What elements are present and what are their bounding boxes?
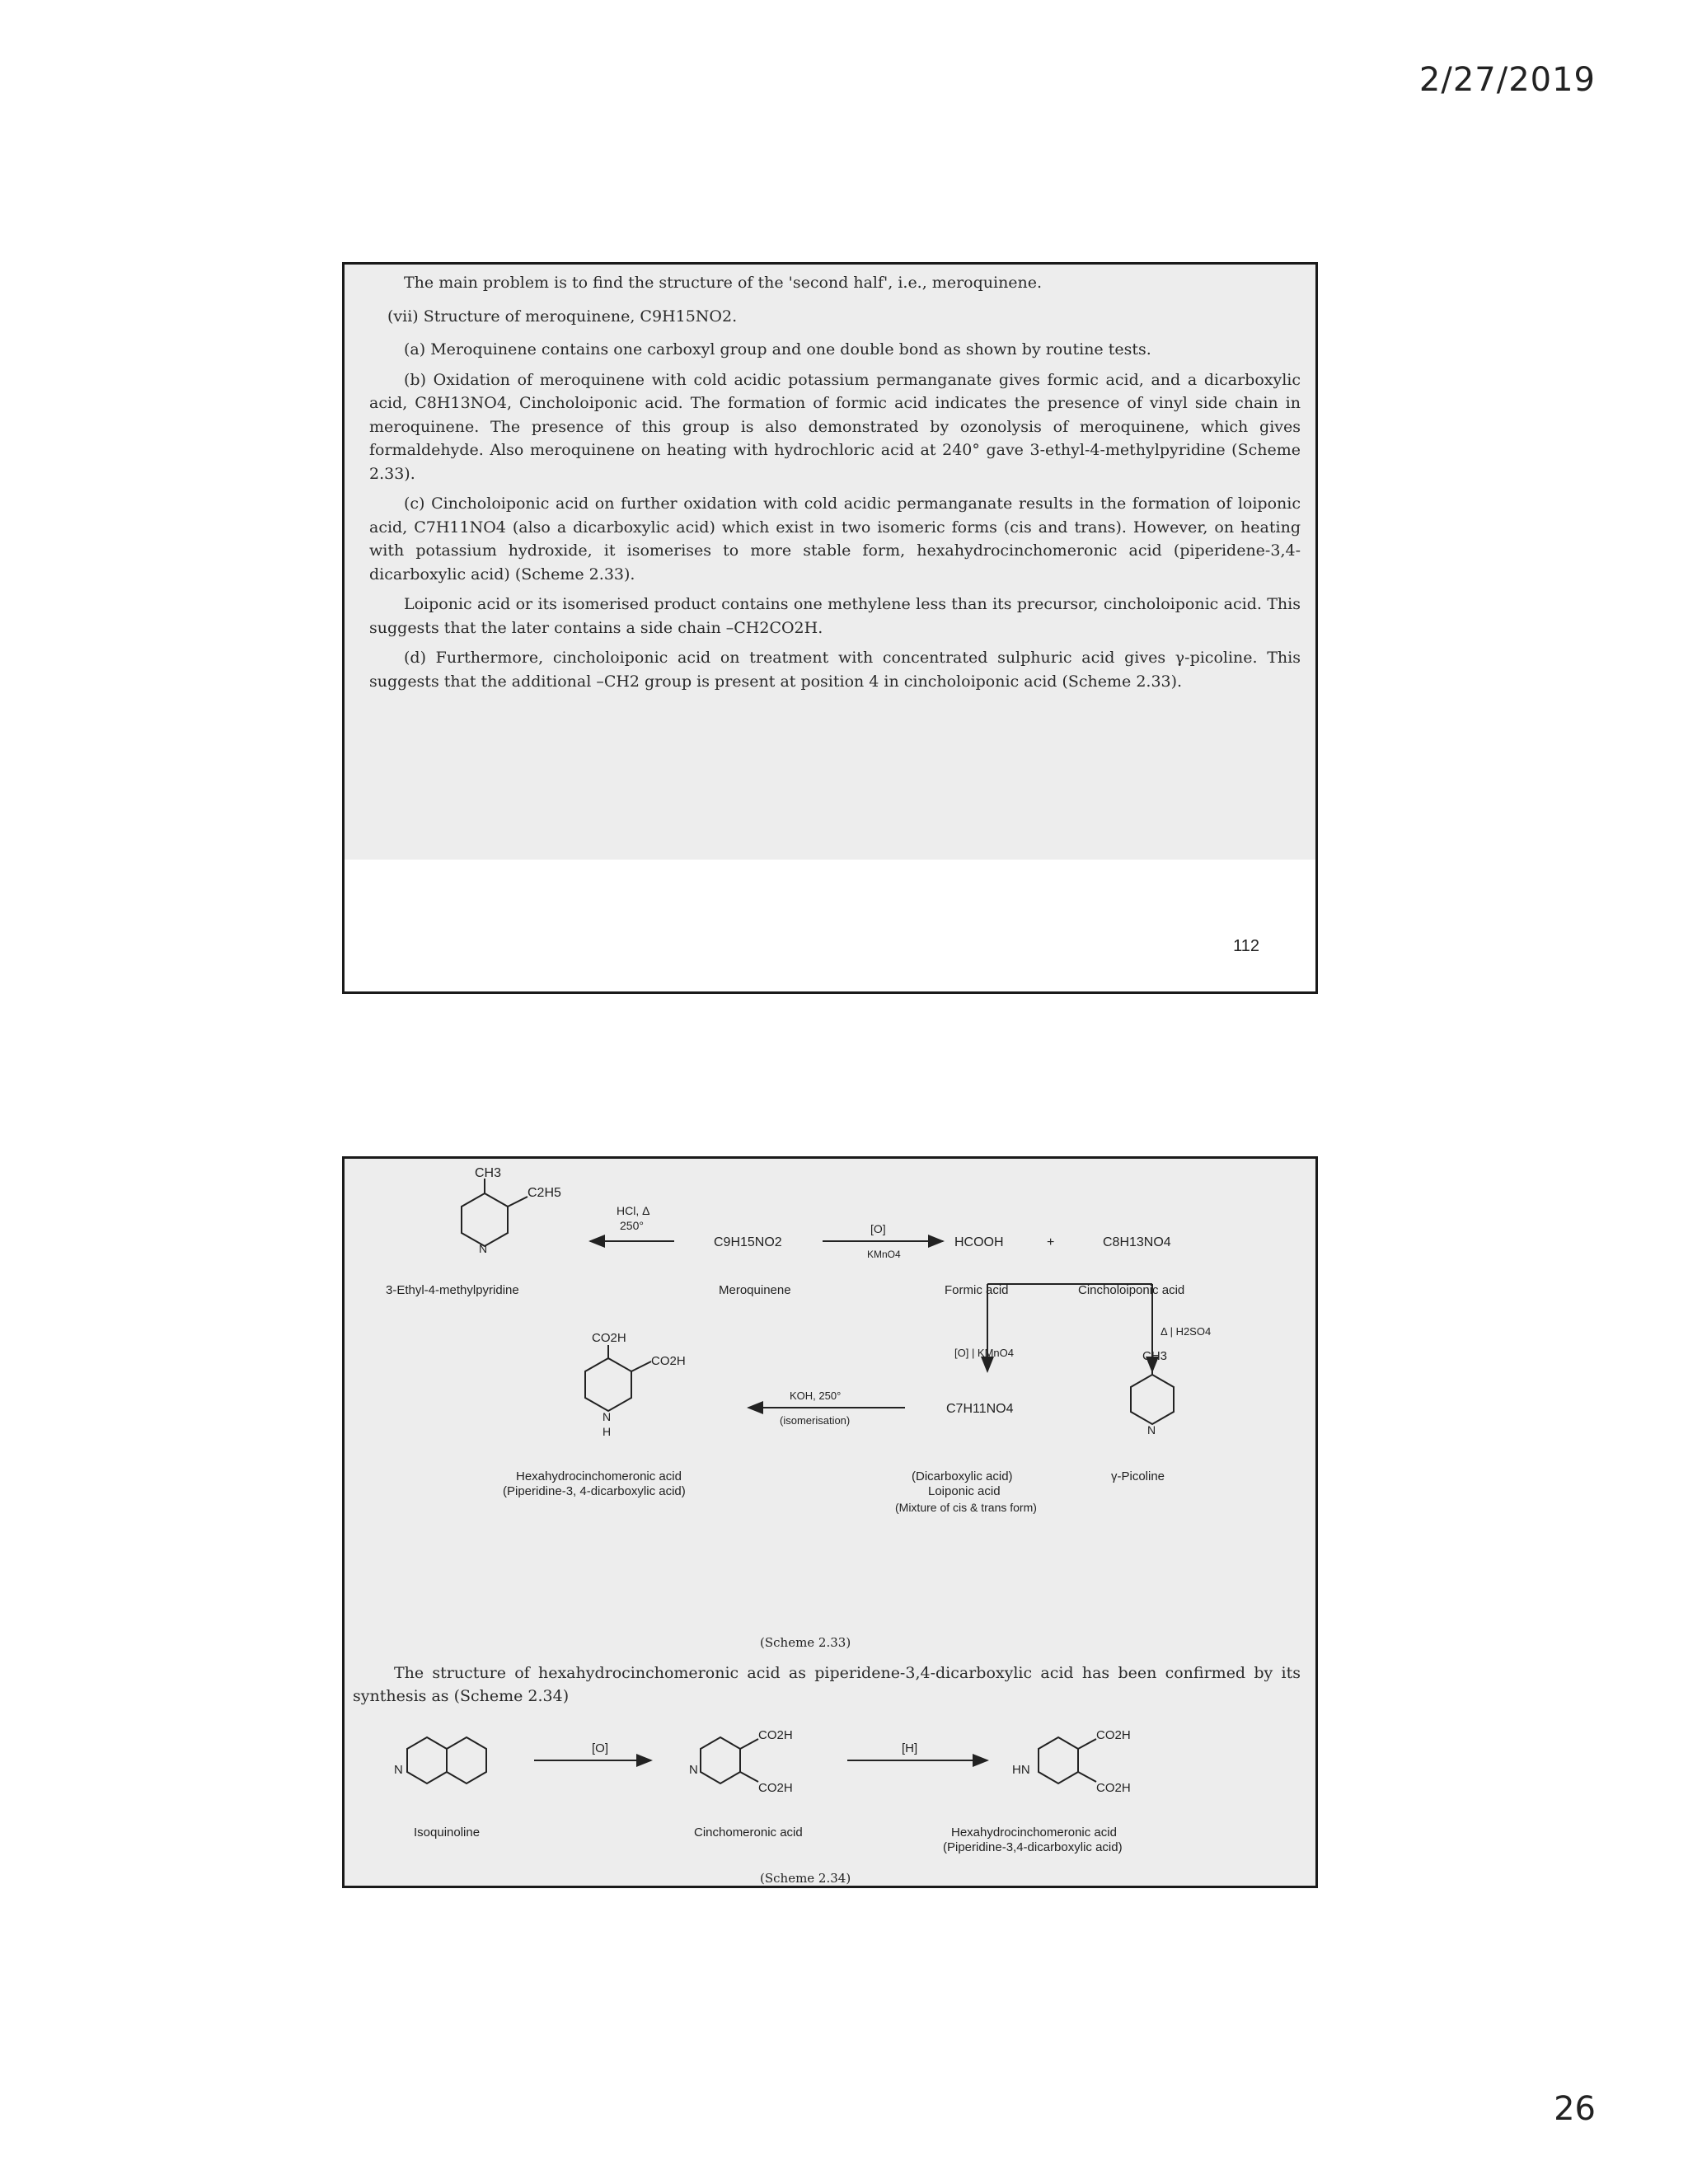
temp-250: 250° [620,1219,644,1232]
hexa2-hn: HN [1012,1763,1030,1777]
ethylpyridine-label: 3-Ethyl-4-methylpyridine [386,1283,519,1297]
formic-formula: HCOOH [954,1235,1004,1249]
isoquinoline-label: Isoquinoline [414,1825,481,1840]
hexahydro-ring-2 [1039,1737,1078,1783]
picoline-ch3: CH3 [1142,1349,1168,1363]
kmno4-reagent: [O] | KMnO4 [954,1347,1015,1359]
paragraph-loiponic: Loiponic acid or its isomerised product contains one methylene less than its precursor, cincholoiponic acid. This suggests that the later contains a side chain –CH2CO2H. [369,595,1301,637]
hcl-reagent: HCl, Δ [617,1204,650,1217]
picoline-ring [1131,1375,1174,1424]
header-date: 2/27/2019 [1418,61,1596,99]
cincho-co2h-bottom: CO2H [758,1781,793,1795]
hexa-co2h-right: CO2H [651,1354,686,1368]
cincho-co2h-top: CO2H [758,1728,793,1742]
text-block [369,271,1301,700]
isoquinoline-n: N [394,1763,403,1777]
scheme-caption: The structure of hexahydrocinchomeronic acid as piperidene-3,4-dicarboxylic acid has been confirmed by its synthesis as (Scheme 2.34) [353,1664,1301,1705]
scheme-2-33 [345,1159,1315,1653]
cincholoiponic-formula: C8H13NO4 [1103,1235,1171,1249]
paragraph-c: (c) Cincholoiponic acid on further oxidation with cold acidic permanganate results in the formation of loiponic acid, C7H11NO4 (also a dicarboxylic acid) which exist in two isomeric forms (cis and trans). However, on heating with potassium hydroxide, it isomerises to more stable form, hexahydrocinchomeronic acid (piperidene-3,4-dicarboxylic acid) (Scheme 2.33). [369,494,1301,583]
cincho-n: N [689,1763,698,1777]
hexahydro-ring [585,1358,631,1411]
slide-number: 112 [1233,937,1259,955]
hexa2-co2h-bottom: CO2H [1096,1781,1131,1795]
paragraph-heading: (vii) Structure of meroquinene, C9H15NO2. [387,307,738,326]
scanned-page-scheme [345,1159,1315,1886]
hexa-co2h-top: CO2H [592,1331,626,1345]
cinchomeronic-label: Cinchomeronic acid [694,1825,803,1840]
hexa-h: H [603,1425,612,1438]
koh-reagent: KOH, 250° [790,1390,842,1402]
hexa-label: Hexahydrocinchomeronic acid [516,1469,682,1483]
hexa-sublabel: (Piperidine-3, 4-dicarboxylic acid) [503,1484,686,1498]
ethylpyridine-n: N [479,1242,488,1255]
hexa2-co2h-top: CO2H [1096,1728,1131,1742]
h2so4-reagent: Δ | H2SO4 [1160,1325,1212,1338]
scheme-2-34 [345,1653,1315,1889]
paragraph-intro: The main problem is to find the structure of the 'second half', i.e., meroquinene. [404,274,1043,292]
reductant-label: [H] [902,1741,918,1755]
loiponic-label: Loiponic acid [928,1484,1001,1498]
slide-2 [342,1156,1318,1888]
c2h5-label: C2H5 [528,1186,561,1200]
hexa2-sublabel: (Piperidine-3,4-dicarboxylic acid) [943,1840,1123,1854]
isoquinoline-ring-left [407,1737,447,1783]
oxidant-label: [O] [870,1222,886,1235]
plus-sign: + [1047,1235,1055,1249]
kmno4-label: KMnO4 [867,1249,901,1260]
dicarboxylic-label: (Dicarboxylic acid) [912,1469,1013,1483]
hexa-n: N [603,1410,612,1423]
cinchomeronic-ring [701,1737,740,1783]
paragraph-d: (d) Furthermore, cincholoiponic acid on treatment with concentrated sulphuric acid gives γ-picoline. This suggests that the additional –CH2 group is present at position 4 in cincholoiponic acid (Scheme 2.33). [369,649,1301,691]
scanned-page-text [345,265,1315,860]
picoline-label: γ-Picoline [1111,1469,1165,1483]
mixture-label: (Mixture of cis & trans form) [895,1501,1037,1514]
oxidant-label-2: [O] [592,1741,609,1755]
loiponic-formula: C7H11NO4 [946,1402,1014,1416]
ethylpyridine-ring [462,1193,508,1246]
page-number: 26 [1554,2090,1596,2128]
isoquinoline-ring-right [447,1737,486,1783]
formic-label: Formic acid [945,1283,1009,1297]
hexa2-label: Hexahydrocinchomeronic acid [951,1825,1117,1840]
meroquinene-formula: C9H15NO2 [714,1235,782,1249]
isomerisation-label: (isomerisation) [780,1414,851,1427]
paragraph-b: (b) Oxidation of meroquinene with cold acidic potassium permanganate gives formic acid, and a dicarboxylic acid, C8H13NO4, Cincholoiponic acid. The formation of formic acid indicates the presence of vinyl side chain in meroquinene. The presence of this group is also demonstrated by ozonolysis of meroquinene, which gives formaldehyde. Also meroquinene on heating with hydrochloric acid at 240° gave 3-ethyl-4-methylpyridine (Scheme 2.33). [369,370,1301,483]
slide-1 [342,262,1318,994]
picoline-n: N [1147,1423,1156,1436]
scheme-234-label: (Scheme 2.34) [760,1871,851,1886]
cincholoiponic-label: Cincholoiponic acid [1078,1283,1185,1297]
ch3-label: CH3 [475,1166,502,1180]
paragraph-a: (a) Meroquinene contains one carboxyl group and one double bond as shown by routine tests. [404,340,1151,359]
meroquinene-label: Meroquinene [719,1283,791,1297]
scheme-233-label: (Scheme 2.33) [760,1635,851,1650]
